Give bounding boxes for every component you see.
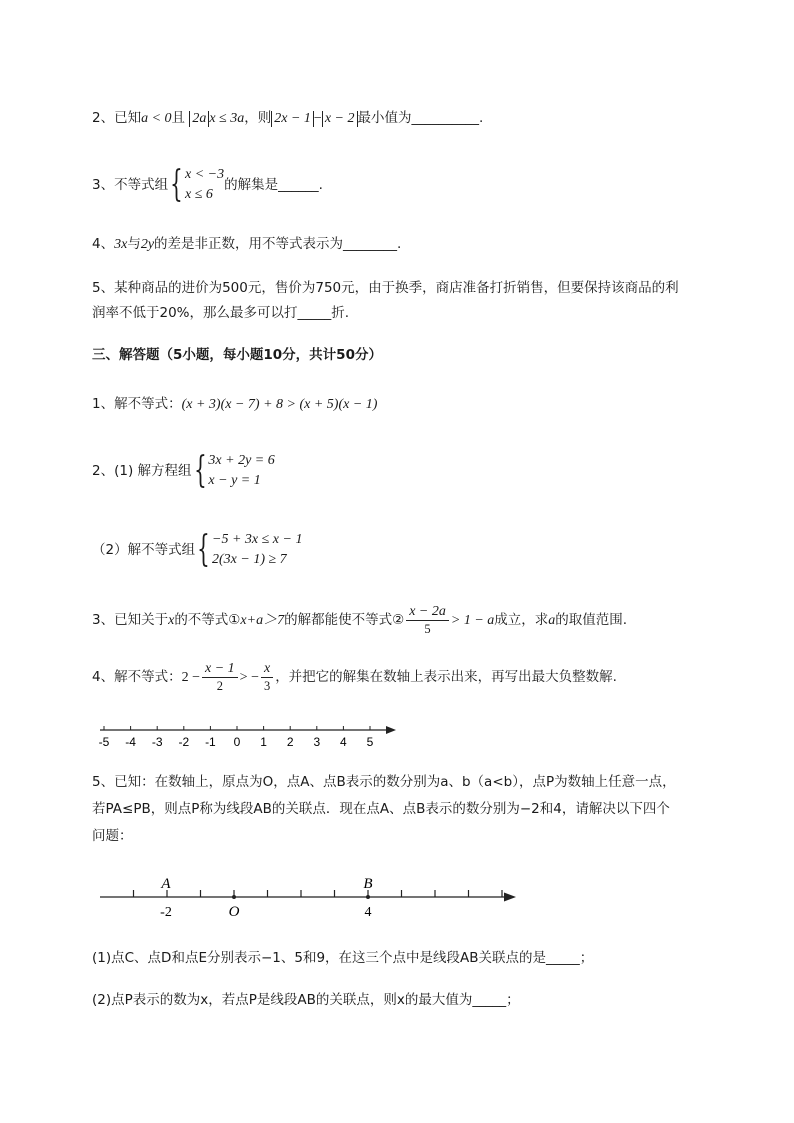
solve-question-1: 1、解不等式：(x + 3)(x − 7) + 8 > (x + 5)(x − 1) [92, 396, 378, 412]
fraction: $\frac{x - 2a}{5}$ [406, 604, 449, 637]
solve-question-5-sub1: (1)点C、点D和点E分别表示−1、5和9，在这三个点中是线段AB关联点的是_____； [92, 950, 594, 966]
brace-icon: { [197, 529, 210, 570]
section-heading: 三、解答题（5小题，每小题10分，共计50分） [92, 347, 382, 363]
brace-icon: { [193, 450, 207, 491]
tick-label: 5 [366, 735, 374, 749]
arrow-icon [386, 726, 396, 734]
label-b: B [363, 876, 373, 892]
number-line-2 [96, 870, 526, 920]
tick-label: -4 [125, 735, 136, 749]
label-o: O [228, 904, 240, 920]
tick-label: 1 [260, 735, 267, 749]
value-b: 4 [364, 905, 372, 920]
fill-question-4: 4、3x与2y的差是非正数，用不等式表示为________. [92, 236, 402, 252]
solve-question-5-line1: 5、已知：在数轴上，原点为O，点A、点B表示的数分别为a、b（a<b），点P为数轴上任意一点， [92, 774, 676, 790]
tick-label: -5 [98, 735, 110, 749]
abs-2x-1: 2x − 1 [271, 111, 314, 127]
label-a: A [161, 876, 171, 892]
abs-x-2: x − 2 [322, 111, 358, 127]
brace-icon: { [170, 164, 183, 205]
solve-question-2a: 2、(1) 解方程组{ 3x + 2y = 6 x − y = 1 [92, 450, 275, 491]
tick-label: -3 [151, 735, 163, 749]
solve-question-5-line2: 若PA≤PB，则点P称为线段AB的关联点．现在点A、点B表示的数分别为−2和4，请解决以下四个 [92, 801, 670, 817]
fill-question-5-line2: 润率不低于20%，那么最多可以打_____折. [92, 305, 350, 321]
fraction: $\frac{x - 1}{2}$ [202, 661, 238, 694]
solve-question-4: 4、解不等式：2 − $\frac{x - 1}{2}$ > − $\frac{x}{3}$ ，并把它的解集在数轴上表示出来，再写出最大负整数解. [92, 660, 617, 693]
fill-question-2: 2、已知a < 0且 2a x ≤ 3a，则 2x − 1 − x − 2 最小值为__________. [92, 110, 484, 126]
number-line-1 [90, 718, 410, 754]
tick-label: -2 [178, 735, 190, 749]
solve-question-3: 3、已知关于x的不等式①x+a＞7的解都能使不等式② $\frac{x - 2a}{5}$ > 1 − a成立，求a的取值范围. [92, 603, 628, 636]
value-a: -2 [160, 905, 172, 920]
tick-label: 0 [233, 735, 241, 749]
abs-2a: 2a [189, 111, 209, 127]
tick-label: 2 [286, 735, 294, 749]
tick-label: 3 [313, 735, 321, 749]
solve-question-5-sub2: (2)点P表示的数为x，若点P是线段AB的关联点，则x的最大值为_____； [92, 992, 520, 1008]
solve-question-5-line3: 问题： [92, 828, 133, 844]
fill-question-5-line1: 5、某种商品的进价为500元，售价为750元，由于换季，商店准备打折销售，但要保持该商品的利 [92, 280, 679, 296]
tick-label: -1 [205, 735, 216, 749]
fraction: $\frac{x}{3}$ [261, 661, 273, 694]
arrow-icon [504, 893, 516, 902]
fill-question-3: 3、不等式组{ x < −3 x ≤ 6 的解集是______. [92, 164, 323, 205]
solve-question-2b: （2）解不等式组{ −5 + 3x ≤ x − 1 2(3x − 1) ≥ 7 [92, 529, 303, 570]
tick-label: 4 [340, 735, 347, 749]
